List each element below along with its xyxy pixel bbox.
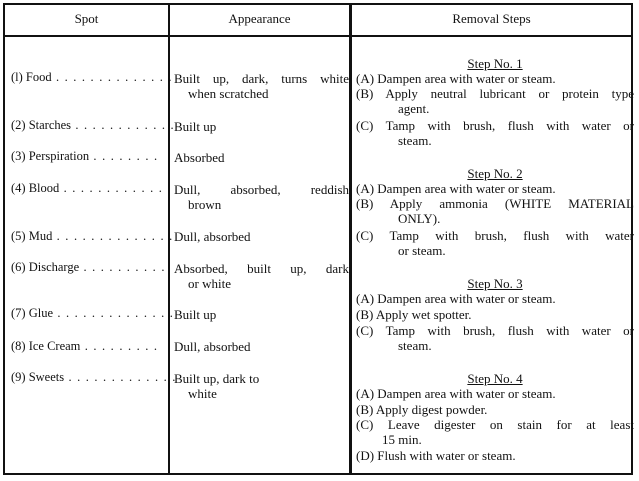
spot-label: (5) Mud . . . . . . . . . . . . . . bbox=[11, 229, 174, 243]
step-instruction: (B) Apply digest powder. bbox=[356, 402, 488, 417]
step-instruction: (C) Tamp with brush, flush with water or steam. bbox=[356, 323, 634, 353]
appearance-cell: Dull, absorbed bbox=[174, 339, 251, 354]
spot-label: (l) Food . . . . . . . . . . . . . . bbox=[11, 70, 173, 84]
step-instruction: (B) Apply ammonia (WHITE MATERIAL ONLY). bbox=[356, 196, 634, 226]
appearance-cell: Absorbed, built up, dark or white bbox=[174, 261, 349, 291]
stain-removal-table bbox=[3, 3, 633, 475]
appearance-cell: Built up bbox=[174, 119, 217, 134]
column-divider bbox=[349, 5, 352, 473]
step-instruction: (C) Tamp with brush, flush with water or steam. bbox=[356, 118, 634, 148]
step-instruction: (B) Apply neutral lubricant or protein type agent. bbox=[356, 86, 634, 116]
appearance-cell: Built up, dark, turns white when scratched bbox=[174, 71, 349, 101]
step-instruction: (A) Dampen area with water or steam. bbox=[356, 71, 556, 86]
appearance-cell: Built up bbox=[174, 307, 217, 322]
spot-label: (6) Discharge . . . . . . . . . . bbox=[11, 260, 166, 274]
step-heading: Step No. 3 bbox=[467, 276, 523, 291]
header-removal-steps: Removal Steps bbox=[452, 11, 531, 26]
step-instruction: (A) Dampen area with water or steam. bbox=[356, 386, 556, 401]
step-instruction: (D) Flush with water or steam. bbox=[356, 448, 516, 463]
step-instruction: (A) Dampen area with water or steam. bbox=[356, 291, 556, 306]
spot-label: (4) Blood . . . . . . . . . . . . . bbox=[11, 181, 172, 195]
appearance-cell: Dull, absorbed, reddish brown bbox=[174, 182, 349, 212]
header-spot: Spot bbox=[74, 11, 99, 26]
spot-label: (8) Ice Cream . . . . . . . . . bbox=[11, 339, 159, 353]
header-appearance: Appearance bbox=[228, 11, 291, 26]
appearance-cell: Absorbed bbox=[174, 150, 225, 165]
step-heading: Step No. 1 bbox=[467, 56, 523, 71]
step-instruction: (B) Apply wet spotter. bbox=[356, 307, 472, 322]
header-divider bbox=[5, 35, 631, 37]
spot-label: (9) Sweets . . . . . . . . . . . . . bbox=[11, 370, 177, 384]
appearance-cell: Built up, dark to white bbox=[174, 371, 260, 401]
step-heading: Step No. 4 bbox=[467, 371, 523, 386]
appearance-cell: Dull, absorbed bbox=[174, 229, 251, 244]
spot-label: (2) Starches . . . . . . . . . . . . bbox=[11, 118, 175, 132]
step-instruction: (A) Dampen area with water or steam. bbox=[356, 181, 556, 196]
step-instruction: (C) Leave digester on stain for at least 15 min. bbox=[356, 417, 634, 447]
spot-label: (3) Perspiration . . . . . . . . bbox=[11, 149, 159, 163]
step-heading: Step No. 2 bbox=[467, 166, 523, 181]
step-instruction: (C) Tamp with brush, flush with water or steam. bbox=[356, 228, 634, 258]
spot-label: (7) Glue . . . . . . . . . . . . . . bbox=[11, 306, 175, 320]
